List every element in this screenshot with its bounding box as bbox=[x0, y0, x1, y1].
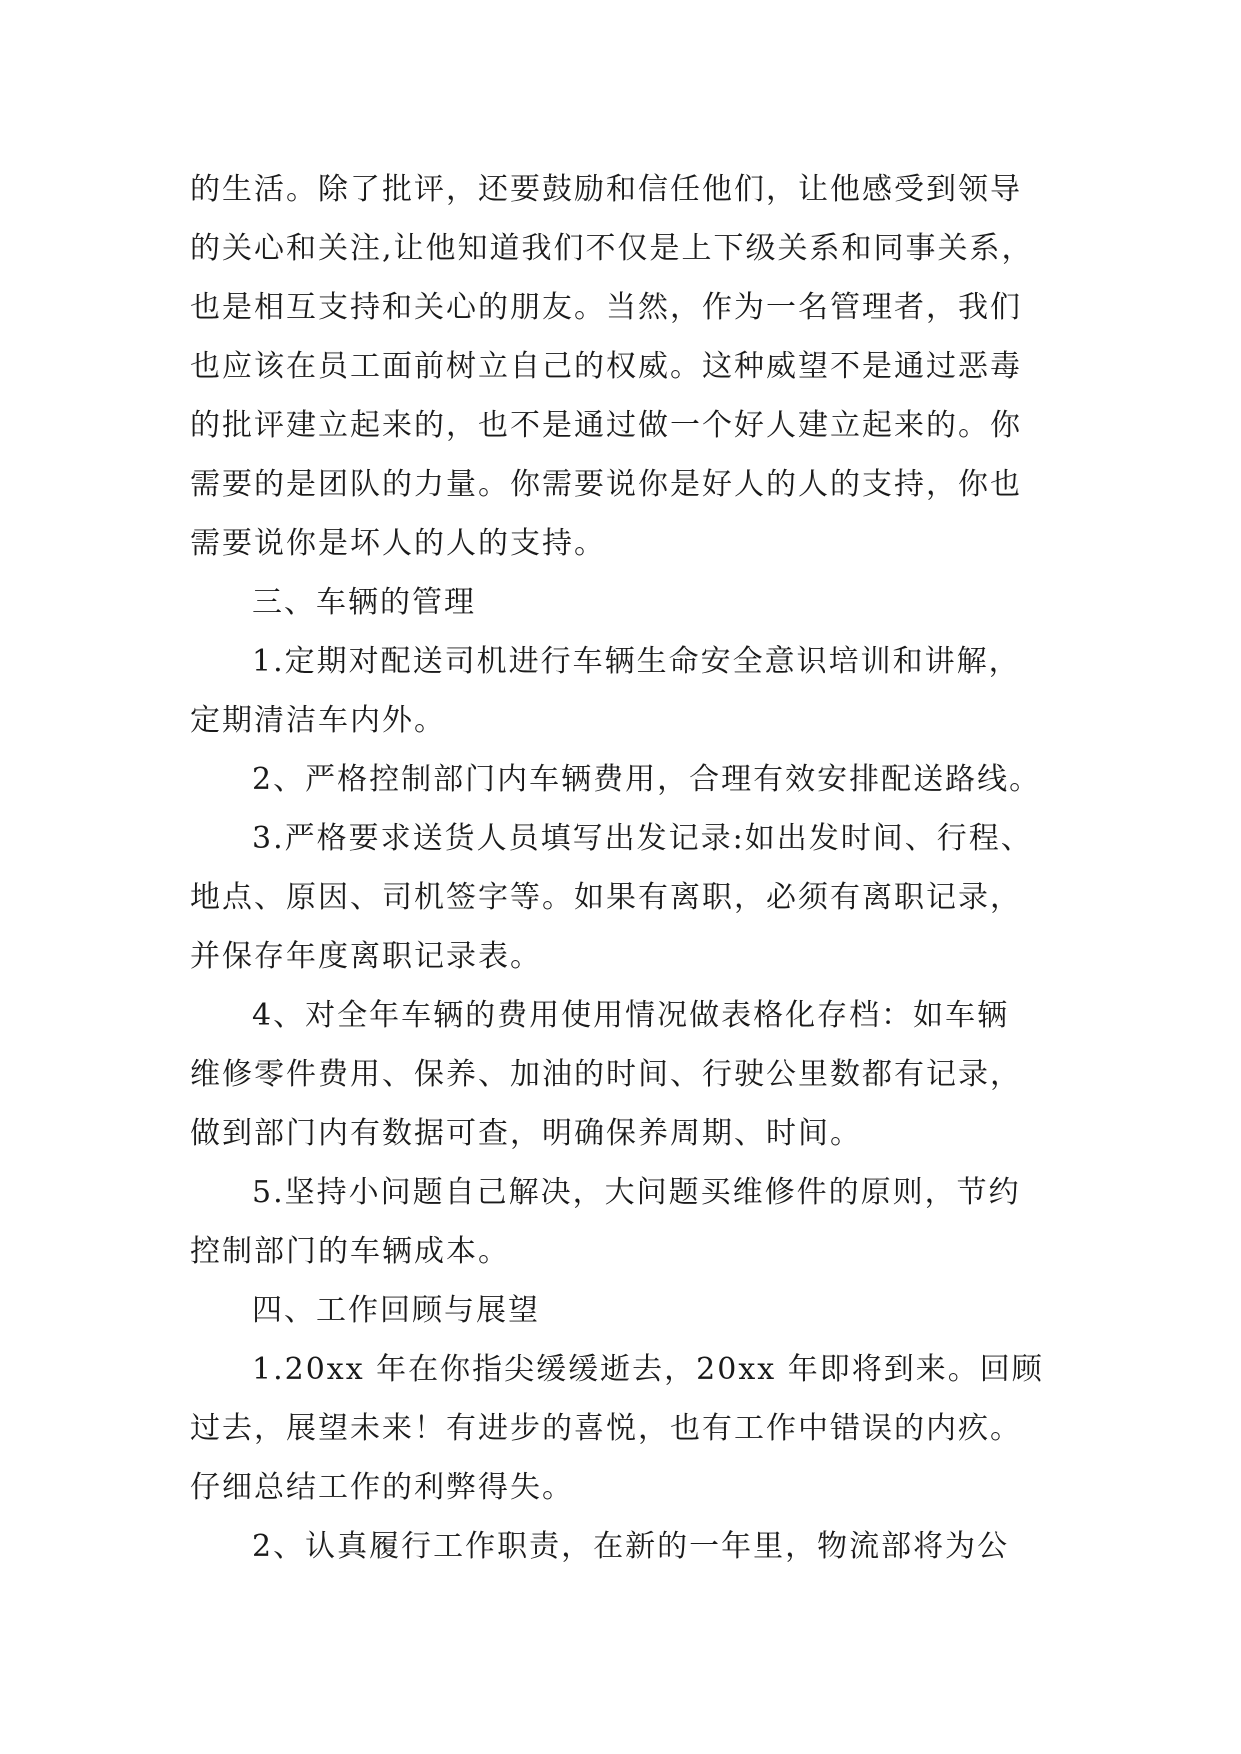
text-line: 需要的是团队的力量。你需要说你是好人的人的支持，你也 bbox=[190, 467, 1022, 502]
text-line: 控制部门的车辆成本。 bbox=[190, 1234, 510, 1269]
text-line: 2、认真履行工作职责，在新的一年里，物流部将为公 bbox=[252, 1529, 1010, 1564]
document-body bbox=[190, 160, 1090, 1576]
text-line: 1.定期对配送司机进行车辆生命安全意识培训和讲解， bbox=[252, 644, 1021, 679]
text-line: 维修零件费用、保养、加油的时间、行驶公里数都有记录， bbox=[190, 1057, 1022, 1092]
text-line: 地点、原因、司机签字等。如果有离职，必须有离职记录， bbox=[190, 880, 1022, 915]
text-line: 的关心和关注,让他知道我们不仅是上下级关系和同事关系， bbox=[190, 231, 1034, 266]
text-line: 也是相互支持和关心的朋友。当然，作为一名管理者，我们 bbox=[190, 290, 1022, 325]
text-line: 需要说你是坏人的人的支持。 bbox=[190, 526, 606, 561]
text-line: 并保存年度离职记录表。 bbox=[190, 939, 542, 974]
text-line: 做到部门内有数据可查，明确保养周期、时间。 bbox=[190, 1116, 862, 1151]
text-line: 2、严格控制部门内车辆费用，合理有效安排配送路线。 bbox=[252, 762, 1042, 797]
text-line: 3.严格要求送货人员填写出发记录:如出发时间、行程、 bbox=[252, 821, 1033, 856]
text-line: 1.20xx 年在你指尖缓缓逝去，20xx 年即将到来。回顾 bbox=[252, 1352, 1044, 1387]
text-line: 的批评建立起来的，也不是通过做一个好人建立起来的。你 bbox=[190, 408, 1022, 443]
text-line: 过去，展望未来！有进步的喜悦，也有工作中错误的内疚。 bbox=[190, 1411, 1022, 1446]
text-line: 5.坚持小问题自己解决，大问题买维修件的原则，节约 bbox=[252, 1175, 1021, 1210]
text-line: 四、工作回顾与展望 bbox=[252, 1293, 540, 1328]
text-line: 的生活。除了批评，还要鼓励和信任他们，让他感受到领导 bbox=[190, 172, 1022, 207]
text-line: 4、对全年车辆的费用使用情况做表格化存档：如车辆 bbox=[252, 998, 1010, 1033]
text-line: 三、车辆的管理 bbox=[252, 585, 476, 620]
text-line: 也应该在员工面前树立自己的权威。这种威望不是通过恶毒 bbox=[190, 349, 1022, 384]
text-line: 定期清洁车内外。 bbox=[190, 703, 446, 738]
text-line: 仔细总结工作的利弊得失。 bbox=[190, 1470, 574, 1505]
